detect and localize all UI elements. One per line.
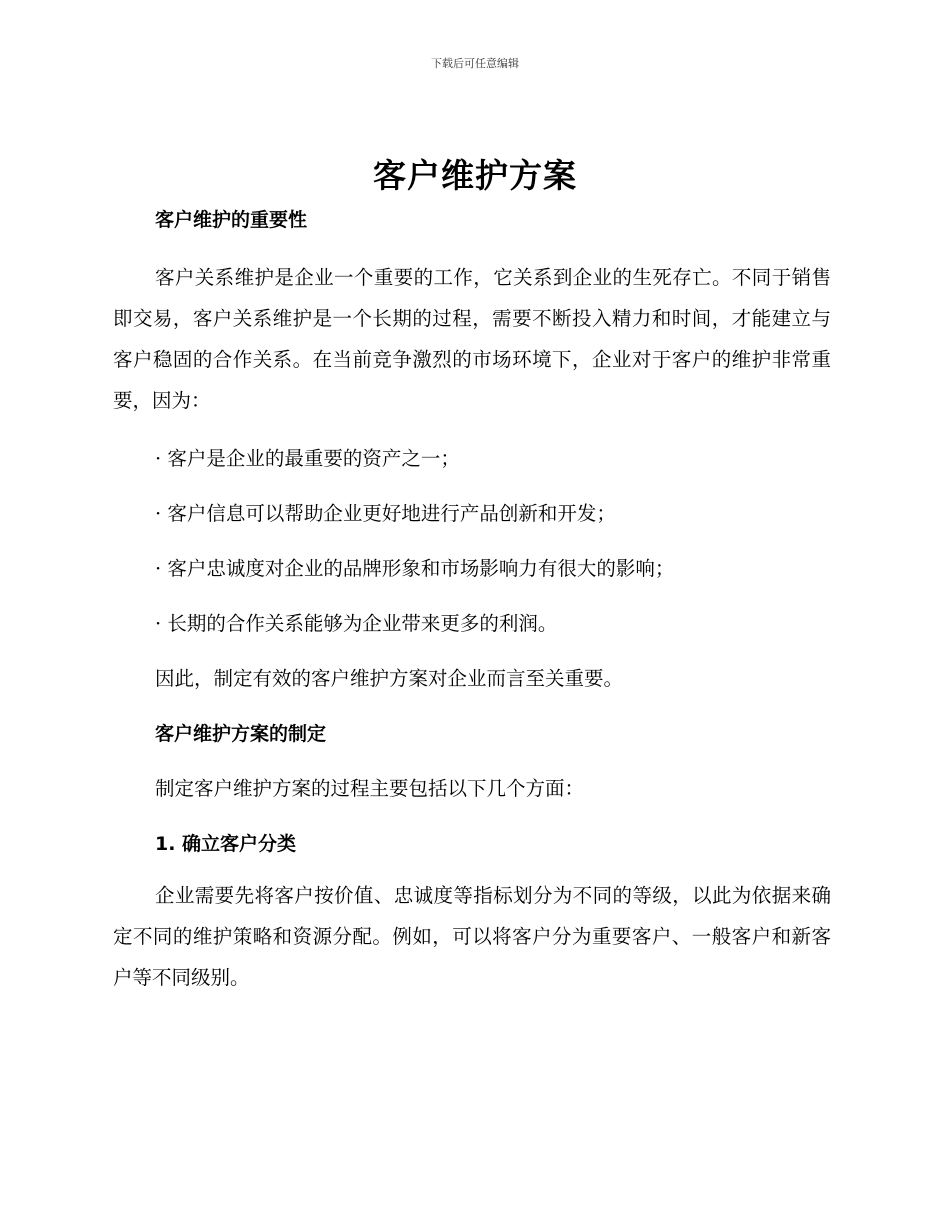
bullet-item-4: · 长期的合作关系能够为企业带来更多的利润。 [155,612,558,635]
document-title: 客户维护方案 [373,156,577,195]
section-heading-step1: 1. 确立客户分类 [155,833,297,855]
bullet-item-2: · 客户信息可以帮助企业更好地进行产品创新和开发； [155,502,616,525]
section-heading-plan: 客户维护方案的制定 [155,723,327,745]
section-heading-importance: 客户维护的重要性 [155,209,308,231]
paragraph-importance: 客户关系维护是企业一个重要的工作，它关系到企业的生死存亡。不同于销售即交易，客户关系维护是一个长期的过程，需要不断投入精力和时间，才能建立与客户稳固的合作关系。在当前竞争激烈的市场环境下，企业对于客户的维护非常重要，因为： [113,266,831,412]
bullet-item-1: · 客户是企业的最重要的资产之一； [155,447,460,470]
header-note: 下载后可任意编辑 [431,57,519,70]
paragraph-step1: 企业需要先将客户按价值、忠诚度等指标划分为不同的等级，以此为依据来确定不同的维护策略和资源分配。例如，可以将客户分为重要客户、一般客户和新客户等不同级别。 [113,884,831,989]
paragraph-conclusion: 因此，制定有效的客户维护方案对企业而言至关重要。 [155,667,624,690]
bullet-item-3: · 客户忠诚度对企业的品牌形象和市场影响力有很大的影响； [155,557,675,580]
paragraph-plan-intro: 制定客户维护方案的过程主要包括以下几个方面： [155,777,585,800]
document-body [113,200,831,998]
